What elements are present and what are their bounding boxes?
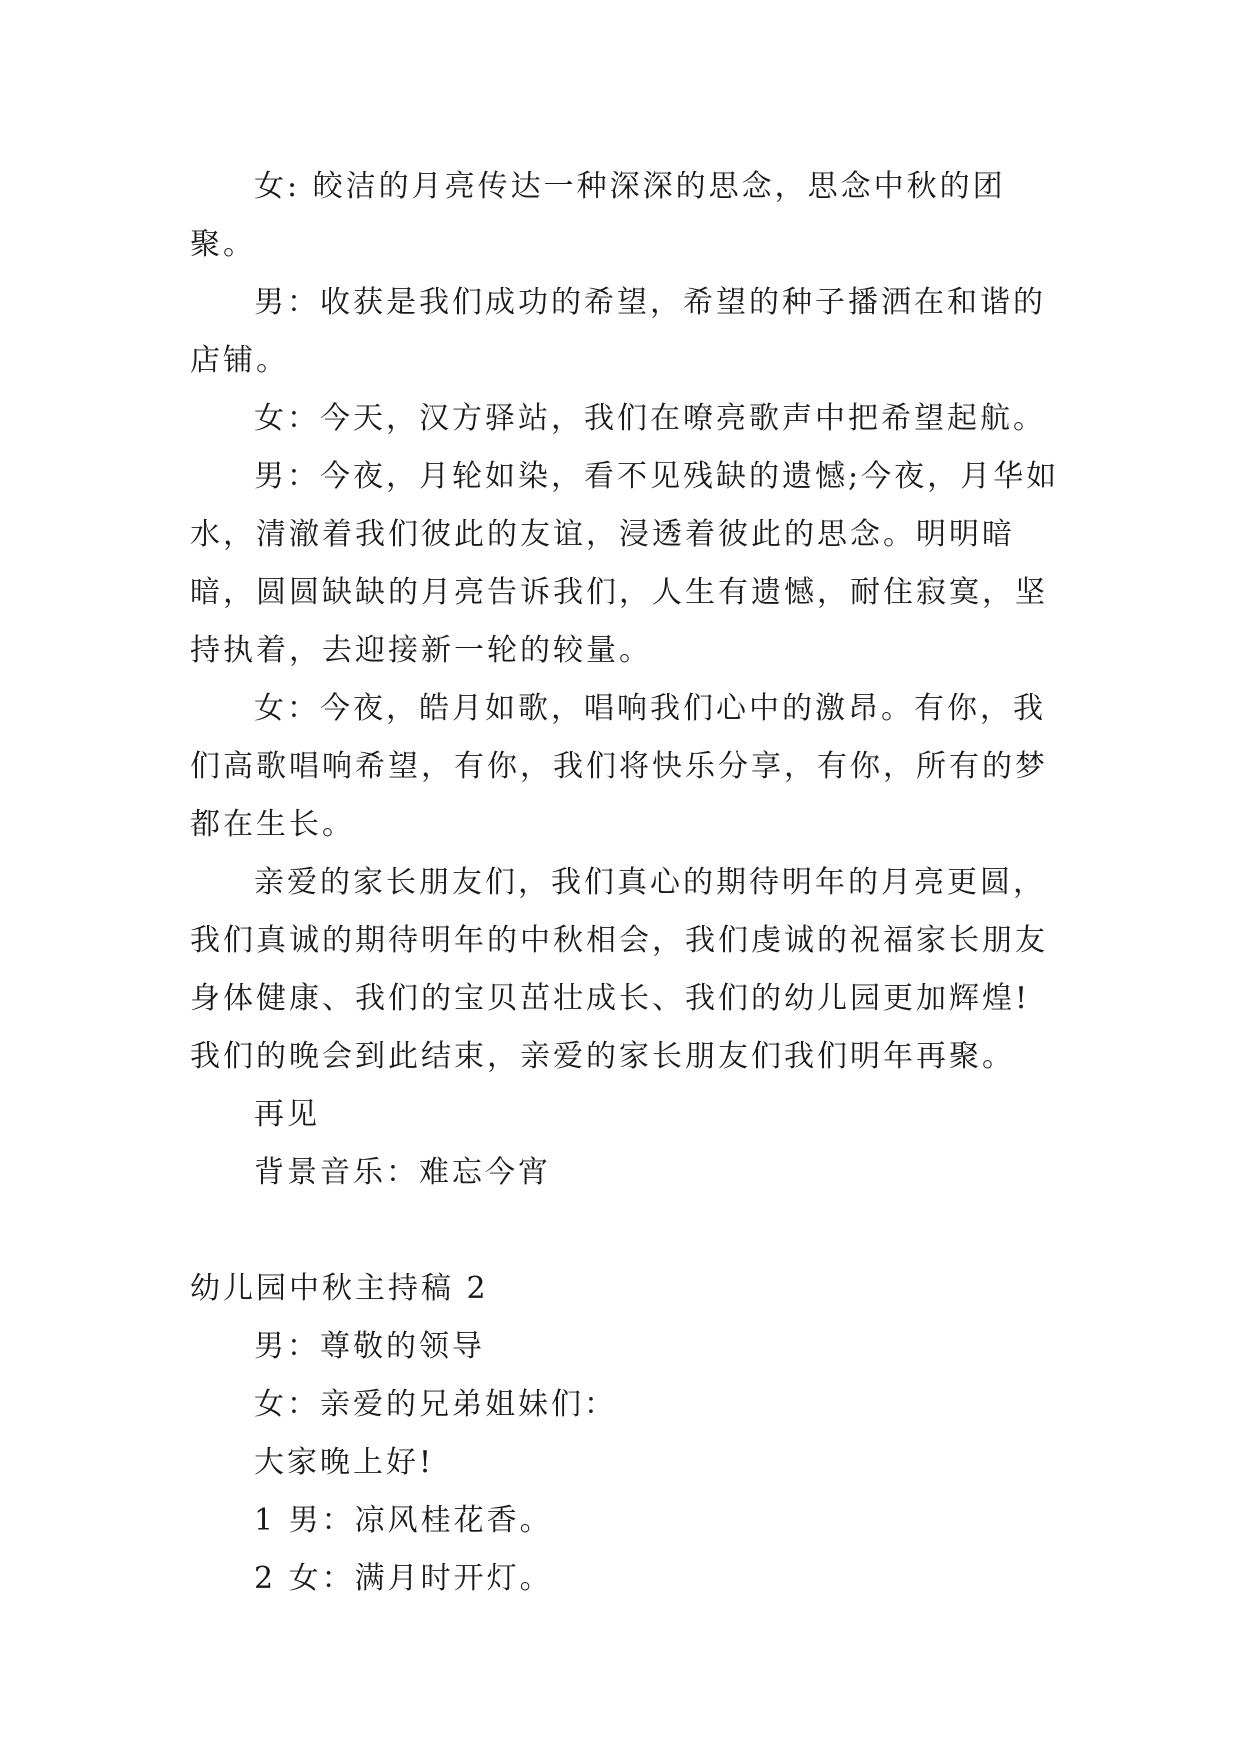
paragraph: 男：今夜，月轮如染，看不见残缺的遗憾;今夜，月华如水，清澈着我们彼此的友谊，浸透着彼此的思念。明明暗暗，圆圆缺缺的月亮告诉我们，人生有遗憾，耐住寂寞，坚持执着，去迎接新一轮的较量。 <box>190 459 1060 668</box>
paragraph: 背景音乐：难忘今宵 <box>254 1155 551 1190</box>
paragraph: 1 男：凉风桂花香。 <box>254 1503 553 1538</box>
document-body <box>190 158 1070 1608</box>
paragraph: 女：今天，汉方驿站，我们在嘹亮歌声中把希望起航。 <box>254 401 1046 436</box>
paragraph: 男：尊敬的领导 <box>254 1329 485 1364</box>
paragraph: 女：亲爱的兄弟姐妹们： <box>254 1387 617 1422</box>
paragraph: 2 女：满月时开灯。 <box>254 1561 553 1596</box>
paragraph: 再见 <box>254 1097 320 1132</box>
paragraph: 男：收获是我们成功的希望，希望的种子播洒在和谐的店铺。 <box>190 285 1046 378</box>
paragraph: 大家晚上好! <box>254 1445 435 1480</box>
section-title: 幼儿园中秋主持稿 2 <box>190 1271 489 1306</box>
paragraph: 女：今夜，皓月如歌，唱响我们心中的激昂。有你，我们高歌唱响希望，有你，我们将快乐分享，有你，所有的梦都在生长。 <box>190 691 1048 842</box>
paragraph: 女: 皎洁的月亮传达一种深深的思念，思念中秋的团聚。 <box>190 169 1006 262</box>
paragraph: 亲爱的家长朋友们，我们真心的期待明年的月亮更圆，我们真诚的期待明年的中秋相会，我们虔诚的祝福家长朋友身体健康、我们的宝贝茁壮成长、我们的幼儿园更加辉煌! 我们的晚会到此结束，亲爱的家长朋友们我们明年再聚。 <box>190 865 1048 1074</box>
